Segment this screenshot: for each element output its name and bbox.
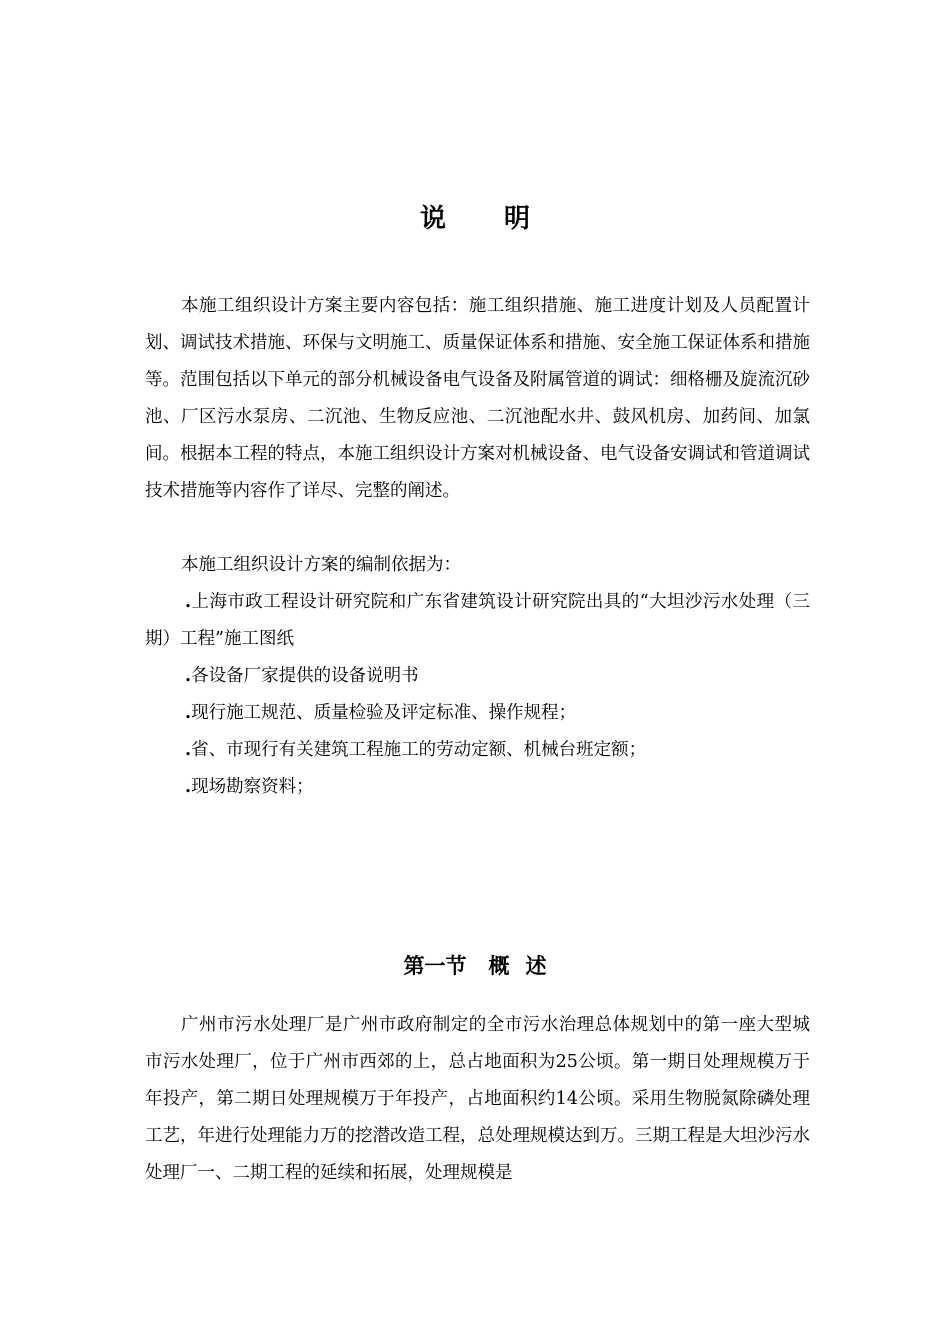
- basis-item-text: 现行施工规范、质量检验及评定标准、操作规程；: [191, 703, 577, 723]
- basis-item: [185, 658, 419, 695]
- basis-item-text: 省、市现行有关建筑工程施工的劳动定额、机械台班定额；: [191, 740, 647, 760]
- chapter-title: [0, 950, 950, 980]
- chapter-name-char: 述: [525, 953, 547, 978]
- basis-item: [185, 695, 576, 732]
- bullet-dot: .: [185, 592, 192, 612]
- overview-paragraph: 广州市污水处理厂是广州市政府制定的全市污水治理总体规划中的第一座大型城市污水处理厂，位于广州市西郊的上，总占地面积为25公顷。第一期日处理规模万于年投产，第二期日处理规模万于年投产，占地面积约14公顷。采用生物脱氮除磷处理工艺，年进行处理能力万的挖潜改造工程，总处理规模达到万。三期工程是大坦沙污水处理厂一、二期工程的延续和拓展，处理规模是: [145, 1015, 810, 1183]
- bullet-dot: .: [185, 703, 192, 723]
- bullet-dot: .: [185, 740, 192, 760]
- basis-item-text: 上海市政工程设计研究院和广东省建筑设计研究院出具的“大坦沙污水处理（三期）工程”施工图纸: [145, 592, 810, 649]
- basis-item: [185, 732, 646, 769]
- basis-item-text: 各设备厂家提供的设备说明书: [191, 666, 419, 686]
- section-title: 说明: [419, 204, 588, 234]
- basis-item-text: 现场勘察资料；: [191, 777, 314, 797]
- basis-heading: 本施工组织设计方案的编制依据为：: [181, 555, 461, 575]
- bullet-dot: .: [185, 777, 192, 797]
- basis-item: [185, 769, 314, 806]
- bullet-dot: .: [185, 666, 192, 686]
- basis-item: [145, 584, 810, 658]
- chapter-name-char: 概: [488, 953, 510, 978]
- chapter-number: 第一节: [403, 953, 467, 978]
- intro-paragraph: 本施工组织设计方案主要内容包括：施工组织措施、施工进度计划及人员配置计划、调试技术措施、环保与文明施工、质量保证体系和措施、安全施工保证体系和措施等。范围包括以下单元的部分机械设备电气设备及附属管道的调试：细格栅及旋流沉砂池、厂区污水泵房、二沉池、生物反应池、二沉池配水井、鼓风机房、加药间、加氯间。根据本工程的特点，本施工组织设计方案对机械设备、电气设备安调试和管道调试技术措施等内容作了详尽、完整的阐述。: [145, 296, 810, 501]
